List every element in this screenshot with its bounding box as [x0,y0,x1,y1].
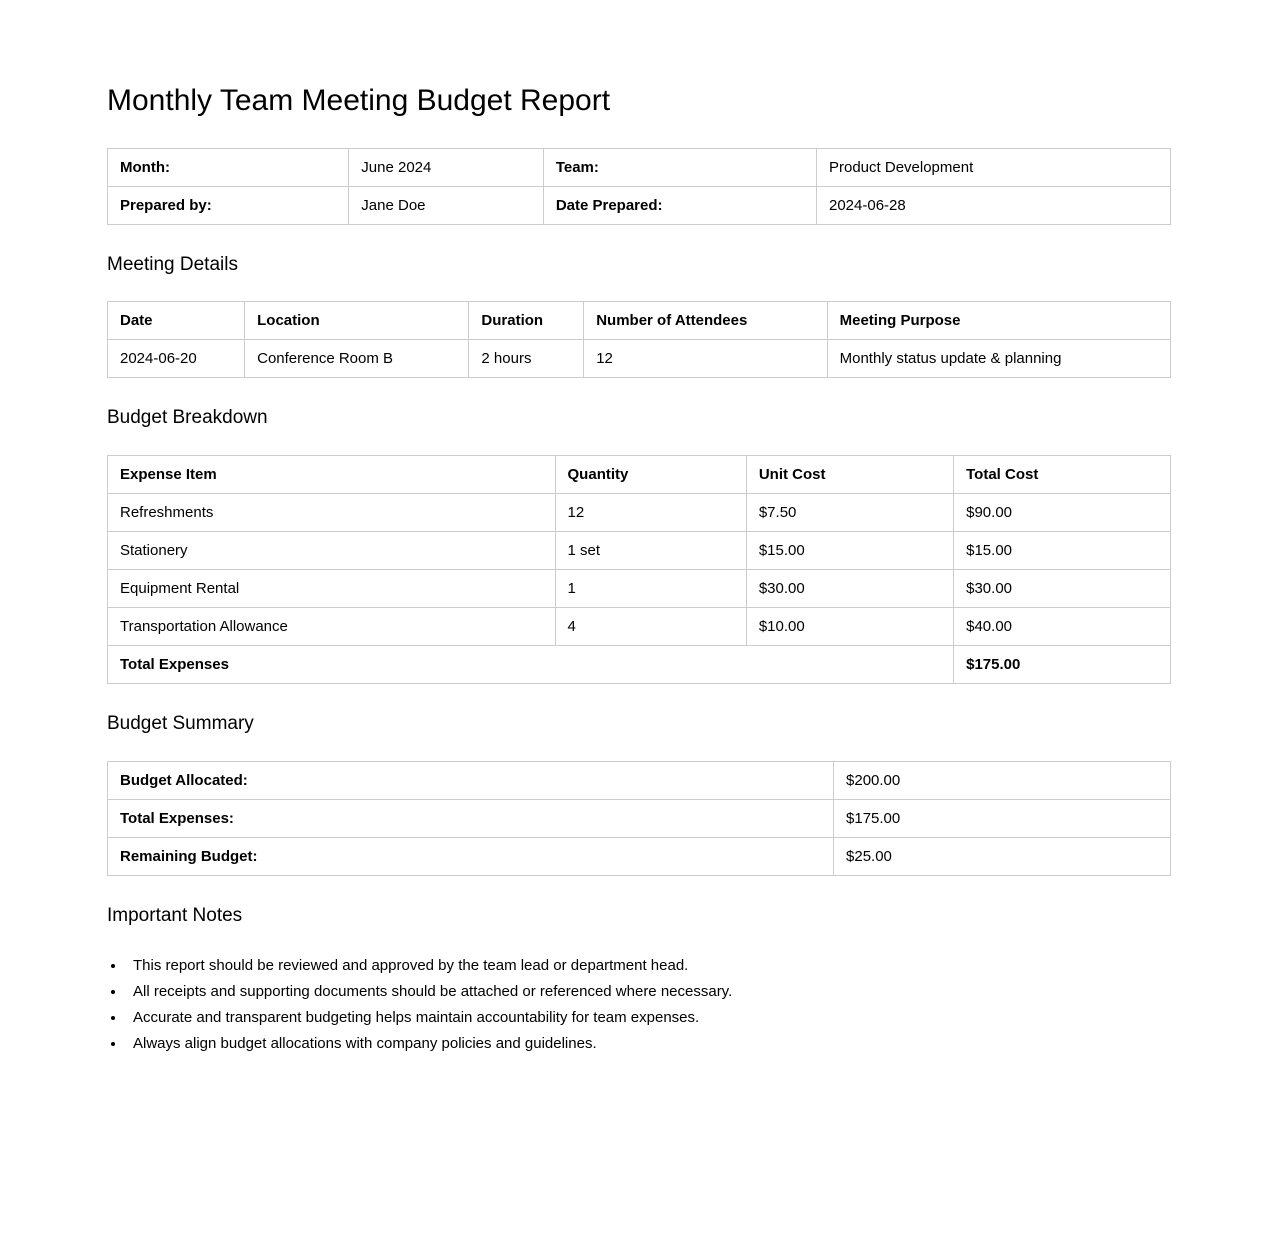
column-header-attendees: Number of Attendees [584,302,827,340]
meeting-date-cell: 2024-06-20 [108,340,245,378]
total-expenses-row [108,646,1171,684]
total-cost-cell: $40.00 [954,608,1171,646]
column-header-location: Location [245,302,469,340]
column-header-purpose: Meeting Purpose [827,302,1170,340]
section-heading-budget-breakdown: Budget Breakdown [107,407,268,429]
column-header-duration: Duration [469,302,584,340]
remaining-budget-value: $25.00 [834,838,1171,876]
unit-cost-cell: $10.00 [746,608,953,646]
expense-item-cell: Stationery [108,532,556,570]
info-value-date-prepared: 2024-06-28 [817,186,1171,224]
expense-item-cell: Equipment Rental [108,570,556,608]
info-value-team: Product Development [817,148,1171,186]
table-row [108,762,1171,800]
meeting-purpose-cell: Monthly status update & planning [827,340,1170,378]
report-page [107,0,1171,1177]
table-row [108,148,1171,186]
total-expenses-value: $175.00 [954,646,1171,684]
section-heading-meeting-details: Meeting Details [107,253,238,275]
section-heading-important-notes: Important Notes [107,905,243,927]
column-header-expense-item: Expense Item [108,456,556,494]
table-row [108,340,1171,378]
column-header-date: Date [108,302,245,340]
info-label-month: Month: [108,148,349,186]
list-item: • This report should be reviewed and approved by the team lead or department head. [126,953,1171,979]
notes-list [107,953,1171,1057]
expense-item-cell: Refreshments [108,494,556,532]
unit-cost-cell: $15.00 [746,532,953,570]
info-value-month: June 2024 [349,148,544,186]
info-label-team: Team: [543,148,816,186]
total-cost-cell: $30.00 [954,570,1171,608]
unit-cost-cell: $7.50 [746,494,953,532]
quantity-cell: 1 set [555,532,746,570]
unit-cost-cell: $30.00 [746,570,953,608]
table-header-row [108,302,1171,340]
list-item: • Accurate and transparent budgeting helps maintain accountability for team expenses. [126,1005,1171,1031]
table-row [108,838,1171,876]
column-header-unit-cost: Unit Cost [746,456,953,494]
meeting-attendees-cell: 12 [584,340,827,378]
list-item: • All receipts and supporting documents should be attached or referenced where necessary. [126,979,1171,1005]
table-header-row [108,456,1171,494]
expense-item-cell: Transportation Allowance [108,608,556,646]
table-row [108,570,1171,608]
info-value-prepared-by: Jane Doe [349,186,544,224]
total-cost-cell: $15.00 [954,532,1171,570]
column-header-total-cost: Total Cost [954,456,1171,494]
budget-summary-table [107,761,1171,876]
table-row [108,532,1171,570]
page-title: Monthly Team Meeting Budget Report [107,84,611,117]
info-label-date-prepared: Date Prepared: [543,186,816,224]
info-label-prepared-by: Prepared by: [108,186,349,224]
remaining-budget-label: Remaining Budget: [108,838,834,876]
report-info-table [107,148,1171,225]
quantity-cell: 12 [555,494,746,532]
total-expenses-summary-value: $175.00 [834,800,1171,838]
quantity-cell: 4 [555,608,746,646]
total-expenses-label: Total Expenses [108,646,954,684]
total-cost-cell: $90.00 [954,494,1171,532]
table-row [108,494,1171,532]
list-item: • Always align budget allocations with company policies and guidelines. [126,1031,1171,1057]
table-row [108,608,1171,646]
meeting-duration-cell: 2 hours [469,340,584,378]
section-heading-budget-summary: Budget Summary [107,713,254,735]
meeting-details-table [107,301,1171,378]
meeting-location-cell: Conference Room B [245,340,469,378]
column-header-quantity: Quantity [555,456,746,494]
quantity-cell: 1 [555,570,746,608]
budget-allocated-label: Budget Allocated: [108,762,834,800]
table-row [108,800,1171,838]
table-row [108,186,1171,224]
budget-allocated-value: $200.00 [834,762,1171,800]
budget-breakdown-table [107,455,1171,684]
total-expenses-summary-label: Total Expenses: [108,800,834,838]
